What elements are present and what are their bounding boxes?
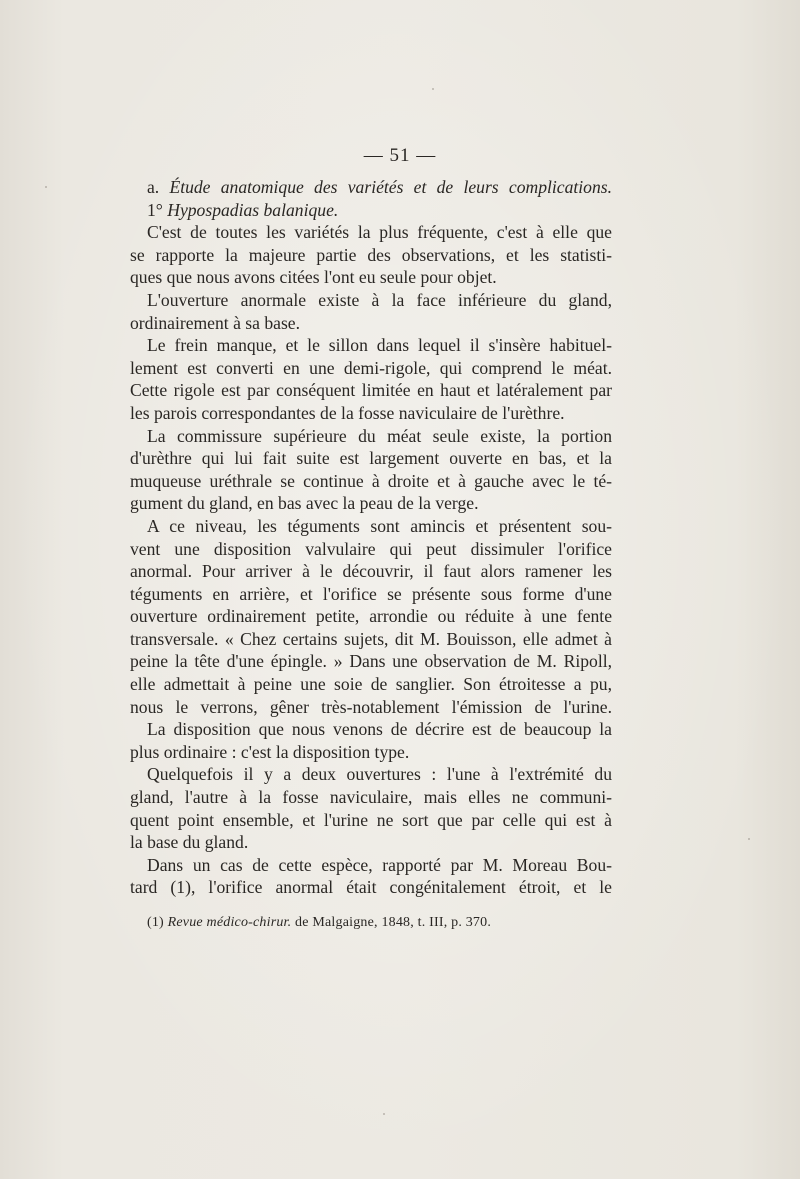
text-line: Quelquefois il y a deux ouvertures : l'une à l'extrémité du xyxy=(147,764,612,785)
text-line: nous le verrons, gêner très-notablement l'émission de l'urine. xyxy=(130,696,612,717)
text-line: L'ouverture anormale existe à la face inférieure du gland, xyxy=(147,289,612,310)
footnote xyxy=(147,915,491,931)
paper-speck xyxy=(748,838,750,840)
text-line: elle admettait à peine une soie de sanglier. Son étroitesse a pu, xyxy=(130,674,612,695)
text-line: ouverture ordinairement petite, arrondie ou réduite à une fente xyxy=(130,606,612,627)
text-line: téguments en arrière, et l'orifice se présente sous forme d'une xyxy=(130,583,612,604)
text-line: d'urèthre qui lui fait suite est largement ouverte en bas, et la xyxy=(130,448,612,469)
body-text xyxy=(130,176,612,899)
text-line: transversale. « Chez certains sujets, dit M. Bouisson, elle admet à xyxy=(130,628,612,649)
page-number: — 51 — xyxy=(363,145,437,166)
text-line: Le frein manque, et le sillon dans lequel il s'insère habituel- xyxy=(147,335,612,356)
section-heading xyxy=(130,176,612,199)
text-line: les parois correspondantes de la fosse naviculaire de l'urèthre. xyxy=(130,402,565,423)
heading-title: Étude anatomique des variétés et de leurs complications. xyxy=(169,177,612,197)
text-line: lement est converti en une demi-rigole, qui comprend le méat. xyxy=(130,357,612,378)
footnote-marker: (1) xyxy=(147,915,168,930)
text-line: muqueuse uréthrale se continue à droite et à gauche avec le té- xyxy=(130,470,612,491)
text-line: A ce niveau, les téguments sont amincis et présentent sou- xyxy=(147,515,612,536)
text-line: vent une disposition valvulaire qui peut dissimuler l'orifice xyxy=(130,538,612,559)
text-line: Dans un cas de cette espèce, rapporté par M. Moreau Bou- xyxy=(147,854,612,875)
text-line: tard (1), l'orifice anormal était congénitalement étroit, et le xyxy=(130,877,612,898)
text-line: La disposition que nous venons de décrire est de beaucoup la xyxy=(147,719,612,740)
text-line: anormal. Pour arriver à le découvrir, il faut alors ramener les xyxy=(130,561,612,582)
paper-speck xyxy=(383,1113,385,1115)
text-line: C'est de toutes les variétés la plus fréquente, c'est à elle que xyxy=(147,222,612,243)
text-line: plus ordinaire : c'est la disposition type. xyxy=(130,741,410,762)
text-line: la base du gland. xyxy=(130,832,249,853)
text-line: ordinairement à sa base. xyxy=(130,312,301,333)
text-line: gland, l'autre à la fosse naviculaire, mais elles ne communi- xyxy=(130,787,612,808)
footnote-reference: de Malgaigne, 1848, t. III, p. 370. xyxy=(291,915,492,930)
paper-speck xyxy=(432,88,434,90)
text-line: La commissure supérieure du méat seule existe, la portion xyxy=(147,425,612,446)
text-line: quent point ensemble, et l'urine ne sort que par celle qui est à xyxy=(130,809,612,830)
text-line: gument du gland, en bas avec la peau de la verge. xyxy=(130,493,479,514)
footnote-journal: Revue médico-chirur. xyxy=(167,915,292,930)
text-line: ques que nous avons citées l'ont eu seule pour objet. xyxy=(130,267,497,288)
text-line: peine la tête d'une épingle. » Dans une observation de M. Ripoll, xyxy=(130,651,612,672)
text-line: se rapporte la majeure partie des observations, et les statisti- xyxy=(130,244,612,265)
heading-prefix: a. xyxy=(147,177,170,197)
paper-speck xyxy=(45,186,47,188)
subheading-prefix: 1° xyxy=(147,199,168,220)
subheading-title: Hypospadias balanique. xyxy=(167,199,339,220)
text-line: Cette rigole est par conséquent limitée en haut et latéralement par xyxy=(130,380,612,401)
subsection-heading xyxy=(130,199,612,222)
